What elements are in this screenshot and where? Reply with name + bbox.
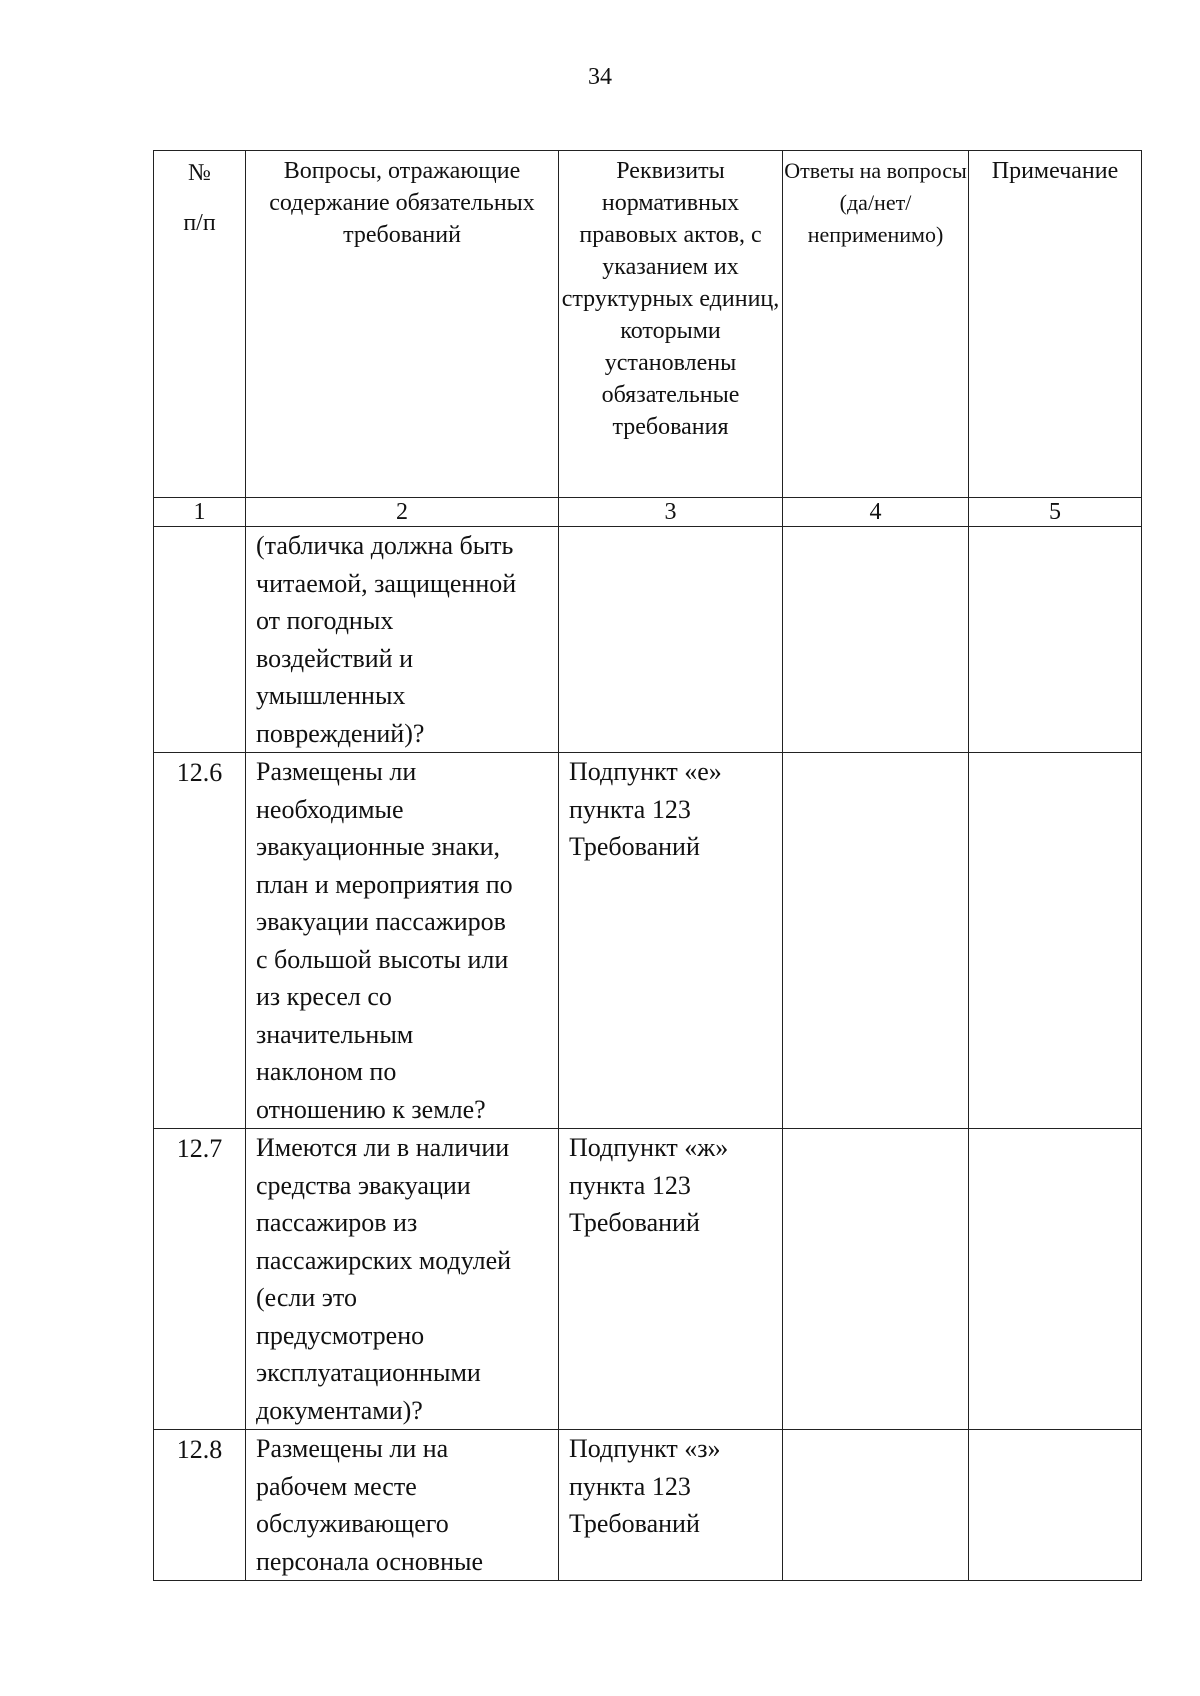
column-number: 1 — [154, 498, 246, 527]
header-requisites: Реквизиты нормативных правовых актов, с указанием их структурных единиц, которыми установлены обязательные требования — [559, 151, 783, 498]
answer-cell — [783, 1129, 969, 1430]
requisite-cell — [559, 1129, 783, 1430]
question-line: необходимые — [256, 794, 404, 824]
requisite-cell — [559, 527, 783, 753]
requisite-cell — [559, 753, 783, 1129]
question-cell — [246, 753, 559, 1129]
question-line: умышленных — [256, 681, 406, 710]
table-row — [154, 1430, 1142, 1581]
row-number: 12.6 — [154, 753, 246, 1129]
question-line: с большой высоты или — [256, 944, 509, 974]
checklist-table — [153, 150, 1142, 1581]
note-cell — [969, 1129, 1142, 1430]
question-line: значительным — [256, 1019, 414, 1049]
question-line: план и мероприятия по — [256, 869, 513, 899]
question-line: обслуживающего — [256, 1509, 449, 1538]
question-line: (табличка должна быть — [256, 531, 514, 560]
question-line: из кресел со — [256, 982, 392, 1011]
question-line: отношению к земле? — [256, 1094, 486, 1124]
question-line: Имеются ли в наличии — [256, 1133, 510, 1162]
question-line: повреждений)? — [256, 718, 425, 748]
row-number: 12.7 — [154, 1129, 246, 1430]
requisite-line: Требований — [569, 1208, 700, 1237]
question-line: читаемой, защищенной — [256, 568, 517, 598]
question-line: эвакуационные знаки, — [256, 832, 501, 861]
question-line: рабочем месте — [256, 1471, 417, 1501]
question-cell — [246, 527, 559, 753]
column-number: 3 — [559, 498, 783, 527]
header-number-sign: № — [188, 160, 211, 186]
question-line: предусмотрено — [256, 1320, 425, 1350]
note-cell — [969, 527, 1142, 753]
question-cell — [246, 1430, 559, 1581]
column-numbers-row — [154, 498, 1142, 527]
requisite-line: Подпункт «з» — [569, 1434, 721, 1463]
requisite-line: пункта 123 — [569, 1170, 691, 1200]
column-number: 4 — [783, 498, 969, 527]
row-number: 12.8 — [154, 1430, 246, 1581]
table-row — [154, 1129, 1142, 1430]
question-line: пассажирских модулей — [256, 1245, 512, 1275]
question-line: Размещены ли на — [256, 1434, 449, 1463]
page-number: 34 — [588, 64, 612, 90]
answer-cell — [783, 527, 969, 753]
requisite-cell — [559, 1430, 783, 1581]
question-line: документами)? — [256, 1395, 423, 1425]
requisite-line: Подпункт «е» — [569, 757, 722, 786]
question-line: персонала основные — [256, 1546, 483, 1576]
requisite-line: Подпункт «ж» — [569, 1133, 729, 1162]
question-line: эвакуации пассажиров — [256, 907, 506, 936]
row-number — [154, 527, 246, 753]
header-answers: Ответы на вопросы (да/нет/ неприменимо) — [783, 151, 969, 498]
question-line: средства эвакуации — [256, 1170, 471, 1200]
header-row — [154, 151, 1142, 498]
header-number-label: п/п — [183, 210, 216, 236]
header-questions: Вопросы, отражающие содержание обязательных требований — [246, 151, 559, 498]
table-row — [154, 753, 1142, 1129]
requisite-line: пункта 123 — [569, 794, 691, 824]
question-line: Размещены ли — [256, 757, 417, 786]
question-line: эксплуатационными — [256, 1358, 481, 1387]
question-line: воздействий и — [256, 643, 414, 673]
note-cell — [969, 753, 1142, 1129]
question-line: наклоном по — [256, 1057, 397, 1086]
question-line: от погодных — [256, 606, 394, 635]
requisite-line: пункта 123 — [569, 1471, 691, 1501]
question-cell — [246, 1129, 559, 1430]
header-number — [154, 151, 246, 498]
question-line: (если это — [256, 1283, 357, 1312]
answer-cell — [783, 753, 969, 1129]
note-cell — [969, 1430, 1142, 1581]
table-row — [154, 527, 1142, 753]
question-line: пассажиров из — [256, 1208, 418, 1237]
answer-cell — [783, 1430, 969, 1581]
column-number: 2 — [246, 498, 559, 527]
requisite-line: Требований — [569, 832, 700, 861]
requisite-line: Требований — [569, 1509, 700, 1538]
header-note: Примечание — [969, 151, 1142, 498]
column-number: 5 — [969, 498, 1142, 527]
